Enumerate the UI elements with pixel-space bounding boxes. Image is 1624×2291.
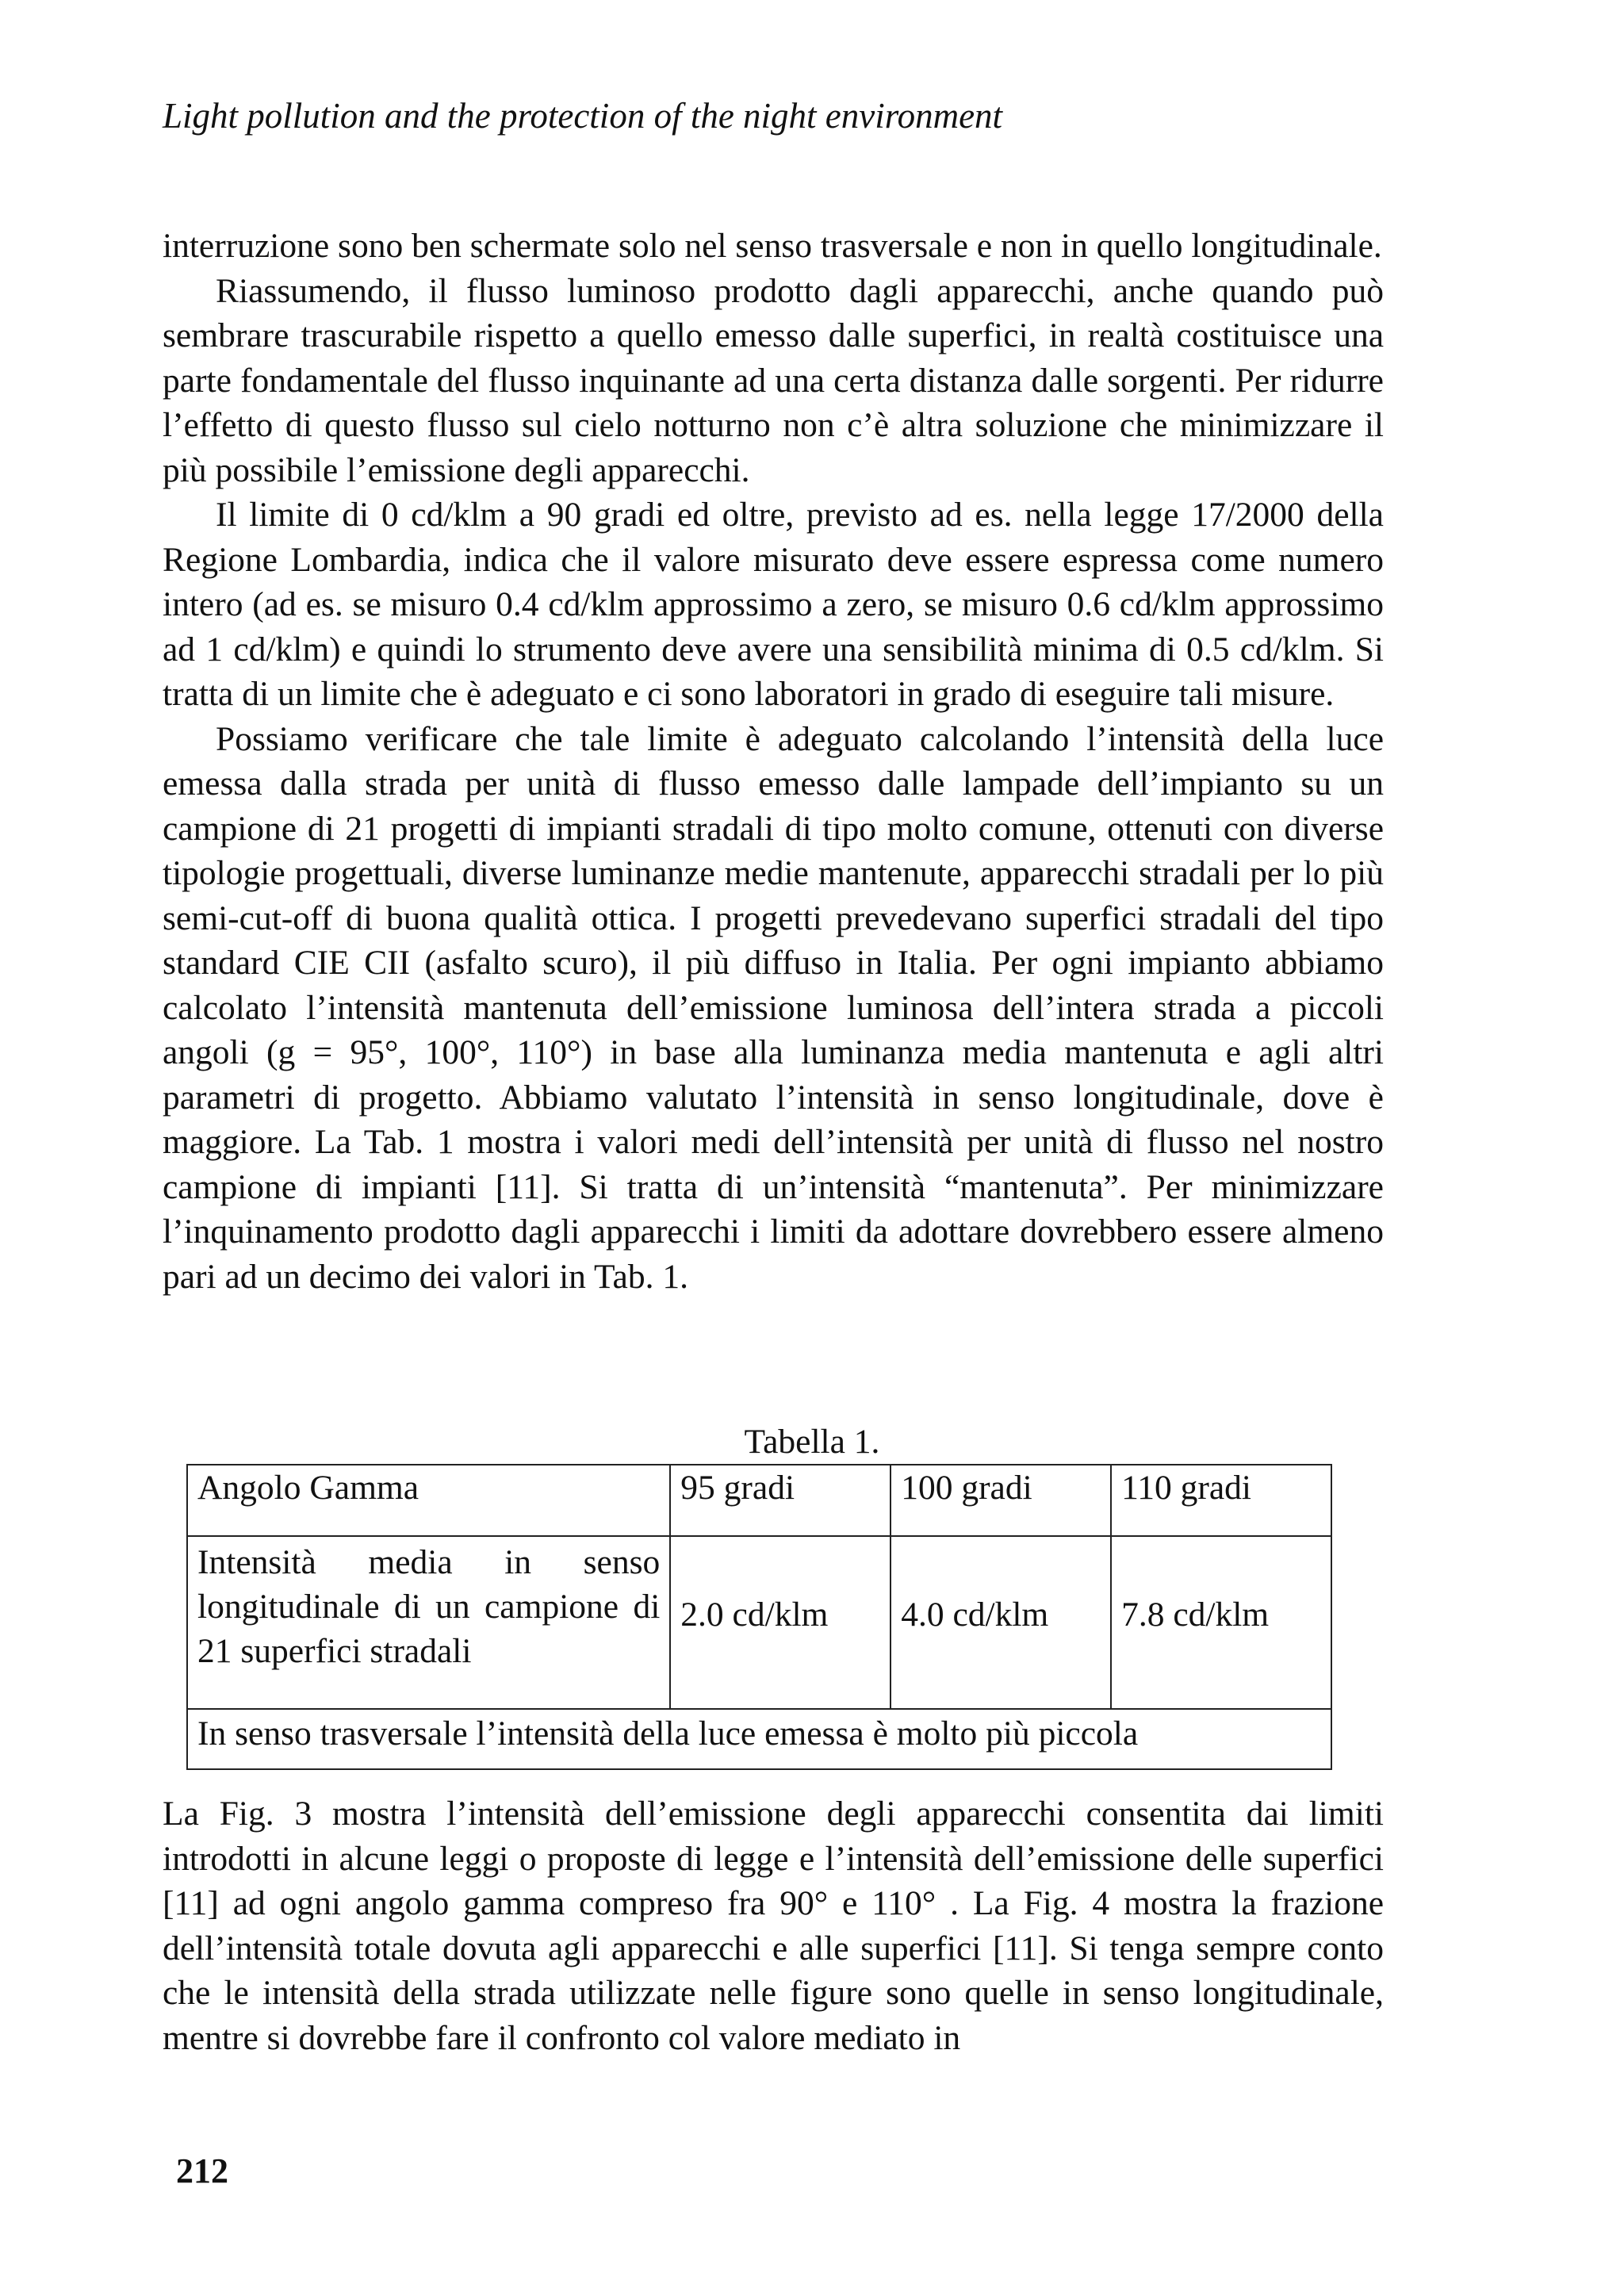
table-cell: 4.0 cd/klm: [891, 1536, 1111, 1709]
table-header-cell: Angolo Gamma: [187, 1465, 670, 1536]
table-note: In senso trasversale l’intensità della luce emessa è molto più piccola: [187, 1709, 1331, 1769]
running-header: Light pollution and the protection of the night environment: [163, 96, 1003, 136]
body-text-top: [163, 224, 1384, 1299]
table-row: [187, 1536, 1331, 1709]
paragraph: La Fig. 3 mostra l’intensità dell’emissione degli apparecchi consentita dai limiti introdotti in alcune leggi o proposte di legge e l’intensità dell’emissione delle superfici [11] ad ogni angolo gamma compreso fra 90° e 110° . La Fig. 4 mostra la frazione dell’intensità totale dovuta agli apparecchi e alle superfici [11]. Si tenga sempre conto che le intensità della strada utilizzate nelle figure sono quelle in senso longitudinale, mentre si dovrebbe fare il confronto col valore mediato in: [163, 1795, 1384, 2057]
table-caption: Tabella 1.: [744, 1423, 880, 1461]
table-cell: 2.0 cd/klm: [670, 1536, 891, 1709]
page-number: 212: [176, 2151, 228, 2190]
body-text-bottom: [163, 1791, 1384, 2060]
paragraph: interruzione sono ben schermate solo nel senso trasversale e non in quello longitudinale.: [163, 227, 1382, 265]
data-table: [186, 1464, 1332, 1770]
table-header-cell: 100 gradi: [891, 1465, 1111, 1536]
table-header-cell: 95 gradi: [670, 1465, 891, 1536]
table-cell: 7.8 cd/klm: [1111, 1536, 1331, 1709]
paragraph: Possiamo verificare che tale limite è adeguato calcolando l’intensità della luce emessa dalla strada per unità di flusso emesso dalle lampade dell’impianto su un campione di 21 progetti di impianti stradali di tipo molto comune, ottenuti con diverse tipologie progettuali, diverse luminanze medie mantenute, apparecchi stradali per lo più semi-cut-off di buona qualità ottica. I progetti prevedevano superfici stradali del tipo standard CIE CII (asfalto scuro), il più diffuso in Italia. Per ogni impianto abbiamo calcolato l’intensità mantenuta dell’emissione luminosa dell’intera strada a piccoli angoli (g = 95°, 100°, 110°) in base alla luminanza media mantenuta e agli altri parametri di progetto. Abbiamo valutato l’intensità in senso longitudinale, dove è maggiore. La Tab. 1 mostra i valori medi dell’intensità per unità di flusso nel nostro campione di impianti [11]. Si tratta di un’intensità “mantenuta”. Per minimizzare l’inquinamento prodotto dagli apparecchi i limiti da adottare dovrebbero essere almeno pari ad un decimo dei valori in Tab. 1.: [163, 719, 1384, 1296]
paragraph: Il limite di 0 cd/klm a 90 gradi ed oltre, previsto ad es. nella legge 17/2000 della Regione Lombardia, indica che il valore misurato deve essere espressa come numero intero (ad es. se misuro 0.4 cd/klm approssimo a zero, se misuro 0.6 cd/klm approssimo ad 1 cd/klm) e quindi lo strumento deve avere una sensibilità minima di 0.5 cd/klm. Si tratta di un limite che è adeguato e ci sono laboratori in grado di eseguire tali misure.: [163, 496, 1384, 713]
table-row-label: Intensità media in senso longitudinale di un campione di 21 superfici stradali: [187, 1536, 670, 1709]
table-header-row: [187, 1465, 1331, 1536]
table-note-row: [187, 1709, 1331, 1769]
table-header-cell: 110 gradi: [1111, 1465, 1331, 1536]
paragraph: Riassumendo, il flusso luminoso prodotto dagli apparecchi, anche quando può sembrare trascurabile rispetto a quello emesso dalle superfici, in realtà costituisce una parte fondamentale del flusso inquinante ad una certa distanza dalle sorgenti. Per ridurre l’effetto di questo flusso sul cielo notturno non c’è altra soluzione che minimizzare il più possibile l’emissione degli apparecchi.: [163, 271, 1384, 489]
